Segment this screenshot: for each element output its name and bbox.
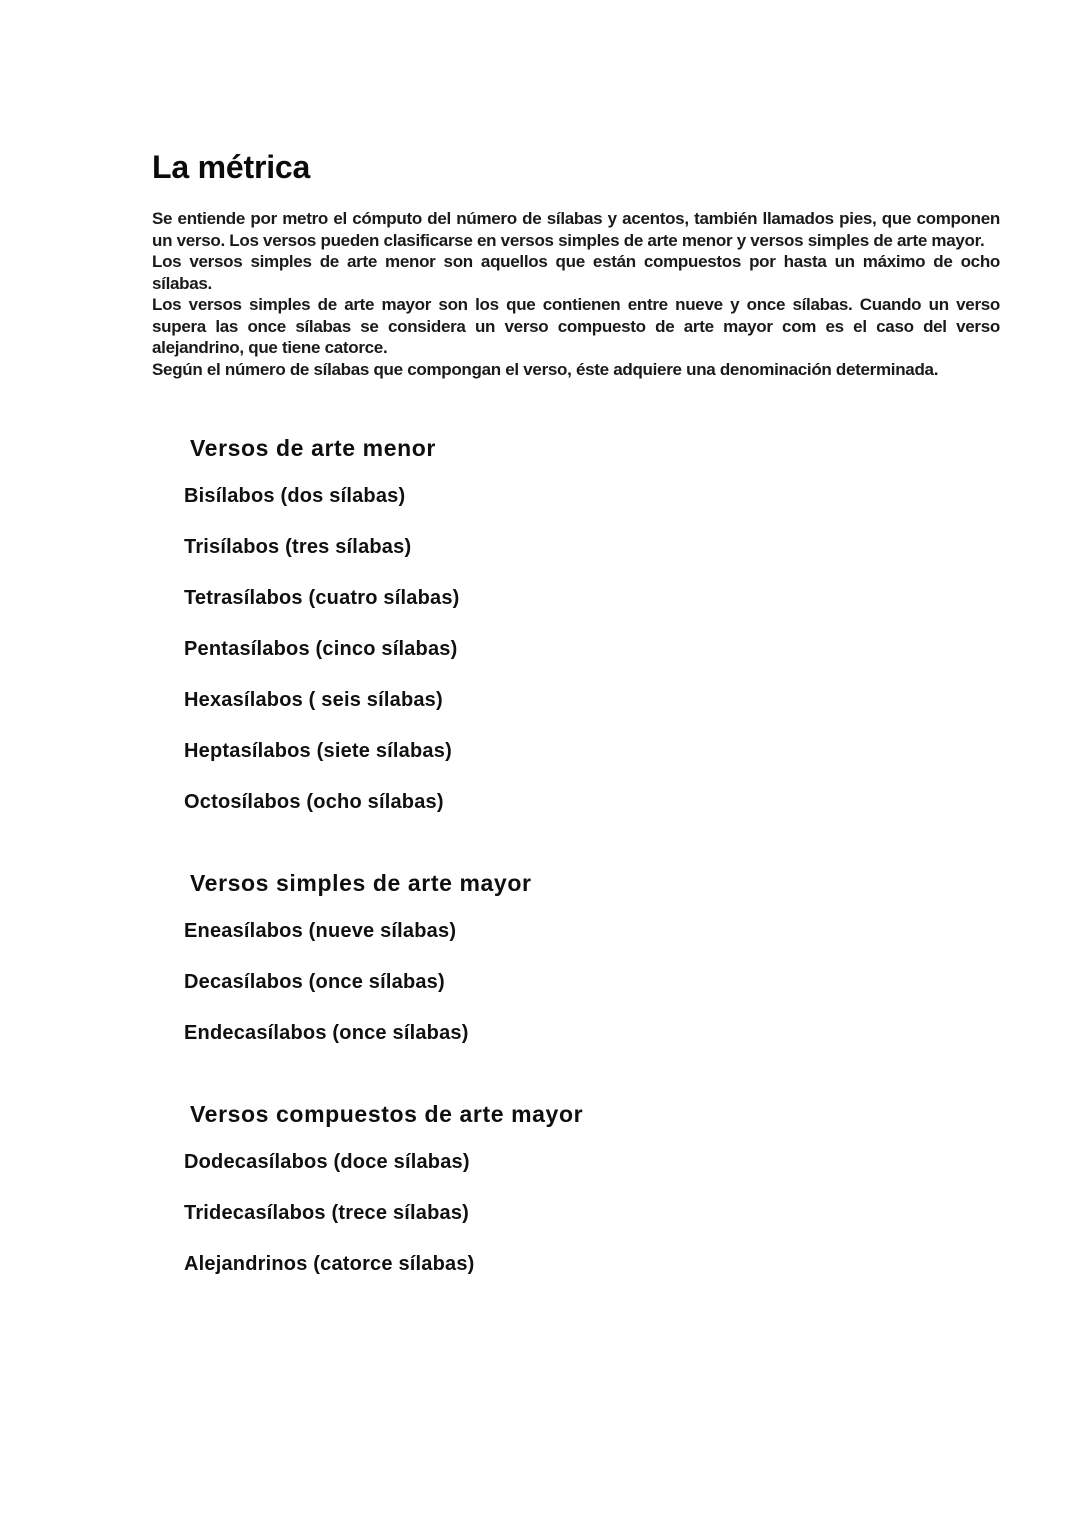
intro-paragraph: Los versos simples de arte menor son aquellos que están compuestos por hasta un máximo de ocho sílabas. [152,252,1000,293]
verse-item: Alejandrinos (catorce sílabas) [184,1253,475,1275]
verse-item: Heptasílabos (siete sílabas) [184,740,452,762]
section-heading: Versos compuestos de arte mayor [190,1101,584,1127]
verse-item: Dodecasílabos (doce sílabas) [184,1151,470,1173]
verse-item: Endecasílabos (once sílabas) [184,1022,469,1044]
section-arte-menor [184,433,1000,815]
intro-paragraphs [152,208,1000,380]
section-heading: Versos de arte menor [190,435,436,461]
verse-item: Bisílabos (dos sílabas) [184,485,406,507]
verse-item: Trisílabos (tres sílabas) [184,536,412,558]
section-heading: Versos simples de arte mayor [190,870,532,896]
verse-item: Hexasílabos ( seis sílabas) [184,689,443,711]
verse-item: Decasílabos (once sílabas) [184,971,445,993]
intro-paragraph: Se entiende por metro el cómputo del número de sílabas y acentos, también llamados pies, que componen un verso. Los versos pueden clasificarse en versos simples de arte menor y versos simples de arte mayor. [152,209,1000,250]
intro-paragraph: Según el número de sílabas que compongan el verso, éste adquiere una denominación determinada. [152,359,939,379]
page-title: La métrica [152,149,311,185]
verse-item: Eneasílabos (nueve sílabas) [184,920,457,942]
intro-paragraph: Los versos simples de arte mayor son los que contienen entre nueve y once sílabas. Cuando un verso supera las once sílabas se considera un verso compuesto de arte mayor com es el caso del verso alejandrino, que tiene catorce. [152,295,1000,357]
verse-item: Tetrasílabos (cuatro sílabas) [184,587,460,609]
section-simples-arte-mayor [184,868,1000,1046]
section-compuestos-arte-mayor [184,1099,1000,1277]
verse-item: Pentasílabos (cinco sílabas) [184,638,458,660]
verse-item: Octosílabos (ocho sílabas) [184,791,444,813]
verse-item: Tridecasílabos (trece sílabas) [184,1202,470,1224]
